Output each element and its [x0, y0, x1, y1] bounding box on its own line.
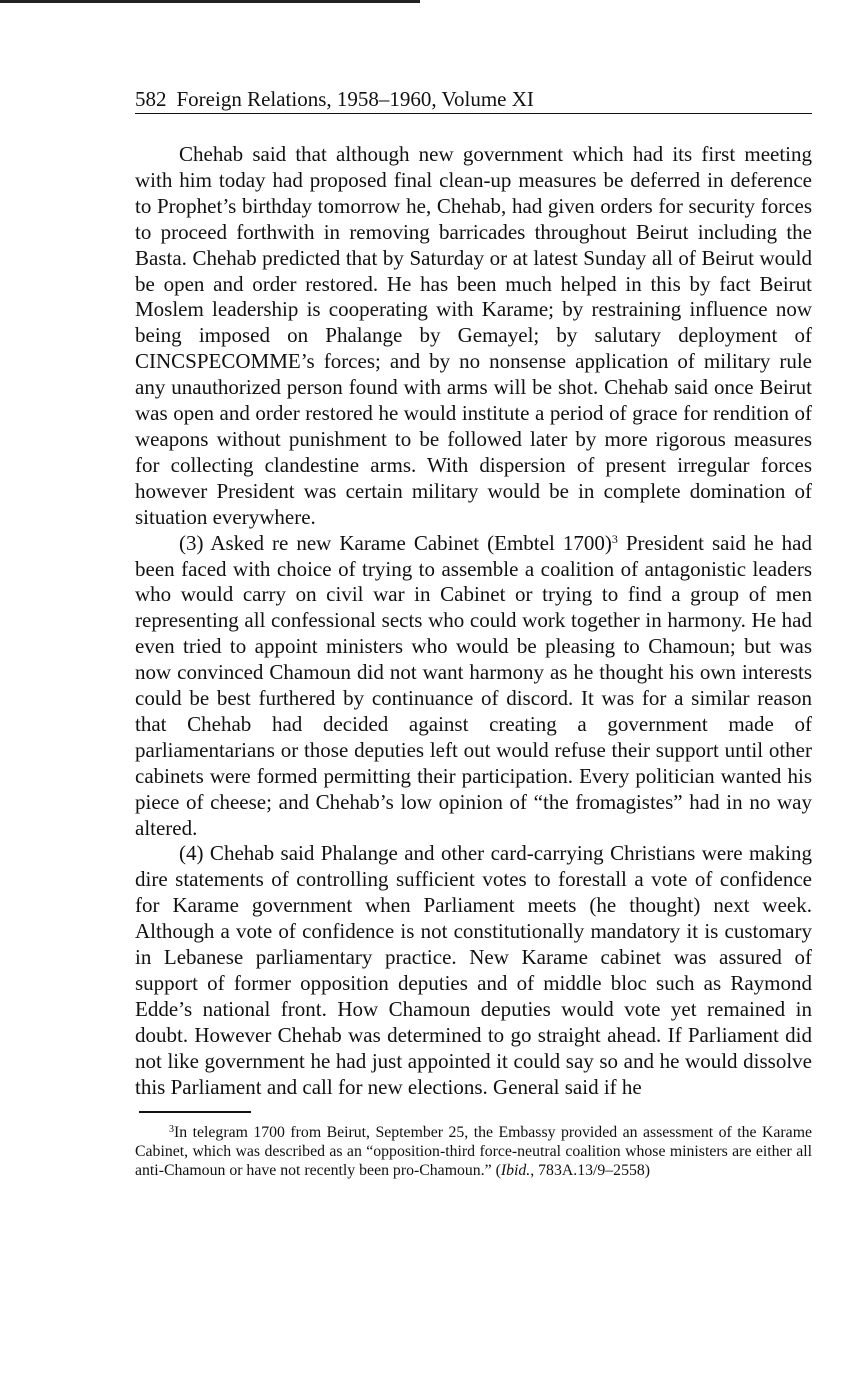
- footnote-citation: , 783A.13/9–2558): [530, 1161, 651, 1179]
- body-text: [135, 142, 812, 1101]
- document-page: [135, 86, 812, 1180]
- paragraph-2: [135, 531, 812, 842]
- footnote-reference: 3: [611, 531, 618, 546]
- paragraph-1: Chehab said that although new government which had its first meeting with him today had proposed final clean-up measures be deferred in deference to Prophet’s birthday tomorrow he, Chehab, had given orders for security forces to proceed forthwith in removing barricades throughout Beirut including the Basta. Chehab predicted that by Saturday or at latest Sunday all of Beirut would be open and order restored. He has been much helped in this by fact Beirut Moslem leadership is cooperating with Karame; by restraining influence now being imposed on Phalange by Gemayel; by salutary deployment of CINCSPECOMME’s forces; and by no nonsense application of military rule any unauthorized person found with arms will be shot. Chehab said once Beirut was open and order restored he would institute a period of grace for rendition of weapons without punishment to be followed later by more rigorous measures for collecting clandestine arms. With dispersion of present irregular forces however President was certain military would be in complete domination of situation everywhere.: [135, 142, 812, 529]
- scan-edge-rule: [0, 0, 420, 3]
- footnote-number: 3: [169, 1123, 174, 1135]
- paragraph-2-body: President said he had been faced with choice of trying to assemble a coalition of antagonistic leaders who would carry on civil war in Cabinet or trying to find a group of men representing all confessional sects who could work together in harmony. He had even tried to appoint ministers who would be pleasing to Chamoun; but was now convinced Chamoun did not want harmony as he thought his own interests could be best furthered by continuance of discord. It was for a similar reason that Chehab had decided against creating a government made of parliamentarians or those deputies left out would refuse their support until other cabinets were formed permitting their participation. Every politician wanted his piece of cheese; and Chehab’s low opinion of “the fromagistes” had in no way altered.: [135, 530, 812, 840]
- footnote: [135, 1123, 812, 1180]
- footnote-divider: [139, 1111, 251, 1113]
- page-number: 582: [135, 87, 167, 111]
- running-title: Foreign Relations, 1958–1960, Volume XI: [176, 87, 534, 111]
- running-header: [135, 86, 812, 114]
- footnote-text: In telegram 1700 from Beirut, September 25, the Embassy provided an assessment of the Karame Cabinet, which was described as an “opposition-third force-neutral coalition whose ministers are either all anti-Chamoun or have not recently been pro-Chamoun.” (: [135, 1123, 812, 1179]
- footnote-ibid: Ibid.: [500, 1161, 531, 1179]
- paragraph-3: (4) Chehab said Phalange and other card-carrying Christians were making dire statements of controlling sufficient votes to forestall a vote of confidence for Karame government when Parliament meets (he thought) next week. Although a vote of confidence is not constitutionally mandatory it is customary in Lebanese parliamentary practice. New Karame cabinet was assured of support of former opposition deputies and of middle bloc such as Raymond Edde’s national front. How Chamoun deputies would vote yet remained in doubt. However Chehab was determined to go straight ahead. If Parliament did not like government he had just appointed it could say so and he would dissolve this Parliament and call for new elections. General said if he: [135, 841, 812, 1099]
- paragraph-2-lead: (3) Asked re new Karame Cabinet (Embtel 1700): [179, 530, 612, 555]
